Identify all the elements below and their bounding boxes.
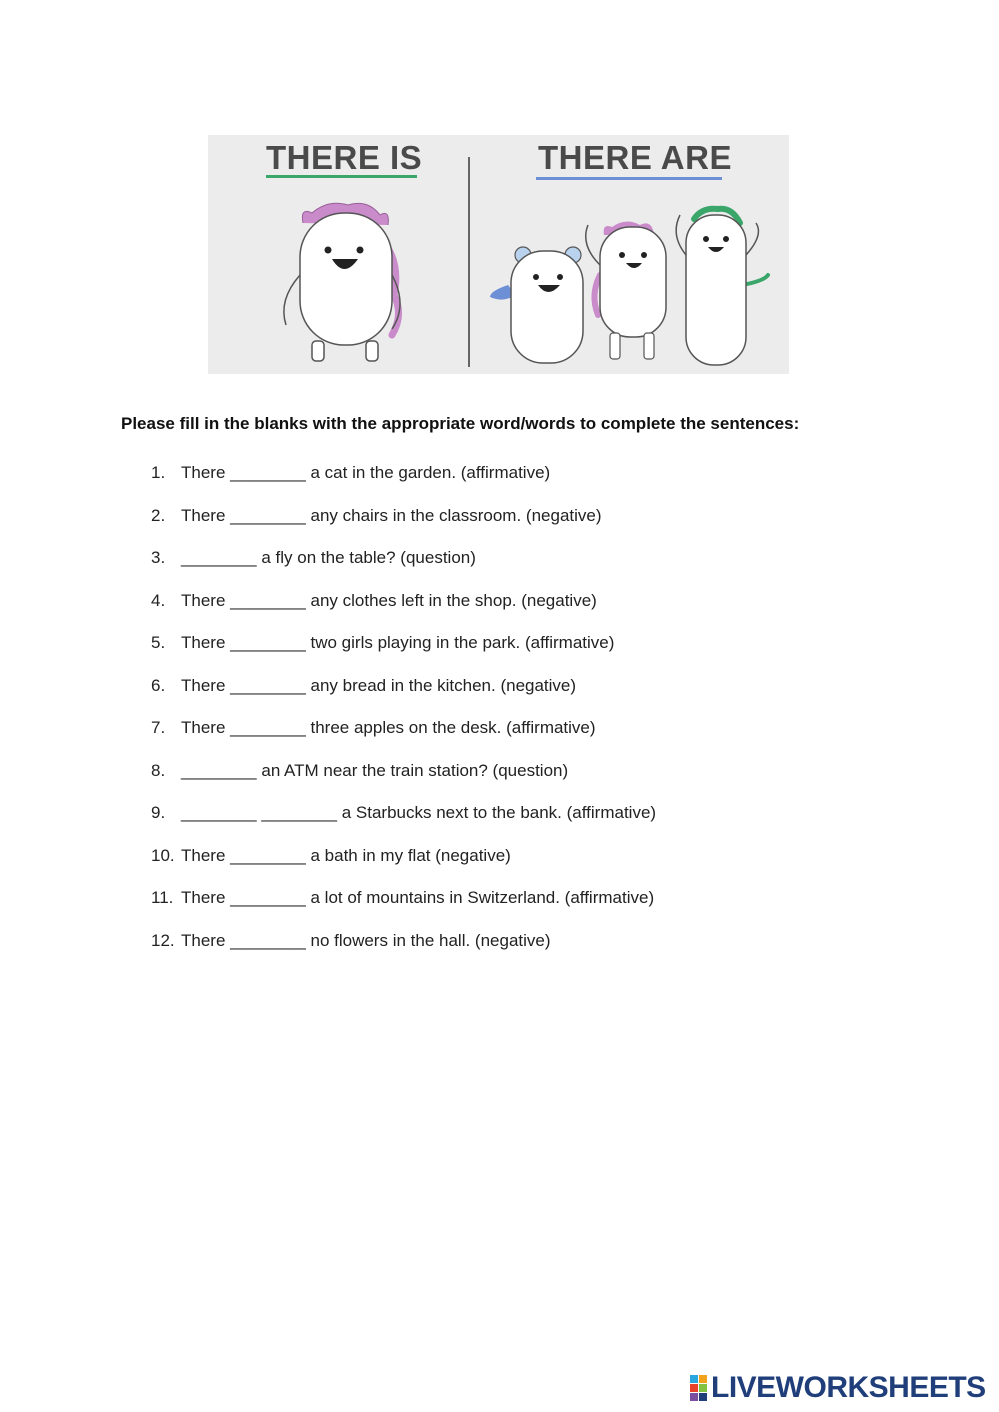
exercise-number: 9. xyxy=(151,803,166,822)
exercise-item[interactable] xyxy=(151,675,656,718)
exercise-text: There ________ any clothes left in the shop. (negative) xyxy=(181,590,597,610)
exercise-list xyxy=(151,462,656,972)
logo-square xyxy=(690,1393,698,1401)
exercise-text: There ________ any bread in the kitchen. (negative) xyxy=(181,675,577,695)
logo-square xyxy=(699,1393,707,1401)
exercise-number: 2. xyxy=(151,505,166,525)
exercise-item[interactable] xyxy=(151,590,656,633)
exercise-number: 4. xyxy=(151,590,166,610)
exercise-number: 8. xyxy=(151,760,166,780)
there-are-underline xyxy=(536,177,722,180)
exercise-number: 11. xyxy=(151,888,174,907)
exercise-text: There ________ no flowers in the hall. (negative) xyxy=(181,930,551,950)
exercise-item[interactable] xyxy=(151,802,656,845)
monster-pink-spikes xyxy=(586,221,666,359)
monster-blue-ears xyxy=(490,247,583,363)
exercise-number: 3. xyxy=(151,548,166,567)
there-is-label: THERE IS xyxy=(266,139,423,176)
exercise-text: There ________ two girls playing in the park. (affirmative) xyxy=(181,633,615,652)
logo-square xyxy=(699,1375,707,1383)
exercise-item[interactable] xyxy=(151,547,656,590)
logo-text: LIVEWORKSHEETS xyxy=(711,1371,986,1404)
exercise-text: ________ a fly on the table? (question) xyxy=(181,548,476,567)
exercise-text: There ________ any chairs in the classroom. (negative) xyxy=(181,505,602,525)
logo-grid-icon xyxy=(690,1375,707,1401)
exercise-number: 7. xyxy=(151,718,166,737)
single-monster xyxy=(284,203,400,361)
exercise-item[interactable] xyxy=(151,760,656,803)
instructions-heading: Please fill in the blanks with the appropriate word/words to complete the sentences: xyxy=(121,414,800,433)
exercise-text: ________ ________ a Starbucks next to the bank. (affirmative) xyxy=(181,803,657,822)
exercise-number: 10. xyxy=(151,845,175,865)
exercise-item[interactable] xyxy=(151,845,656,888)
exercise-text: There ________ a bath in my flat (negative) xyxy=(181,845,511,865)
logo-square xyxy=(699,1384,707,1392)
exercise-number: 6. xyxy=(151,675,166,695)
logo-square xyxy=(690,1384,698,1392)
exercise-item[interactable] xyxy=(151,505,656,548)
exercise-number: 5. xyxy=(151,633,166,652)
exercise-item[interactable] xyxy=(151,462,656,505)
monster-green-crest xyxy=(676,209,768,365)
exercise-number: 12. xyxy=(151,930,175,950)
exercise-item[interactable] xyxy=(151,717,656,760)
exercise-item[interactable] xyxy=(151,887,656,930)
exercise-item[interactable] xyxy=(151,632,656,675)
exercise-item[interactable] xyxy=(151,930,656,973)
exercise-text: There ________ a cat in the garden. (affirmative) xyxy=(181,463,551,482)
there-are-label: THERE ARE xyxy=(538,139,732,176)
exercise-text: There ________ a lot of mountains in Switzerland. (affirmative) xyxy=(181,888,655,907)
divider-line xyxy=(468,157,470,367)
exercise-number: 1. xyxy=(151,463,166,482)
exercise-text: ________ an ATM near the train station? (question) xyxy=(181,760,569,780)
there-is-there-are-illustration xyxy=(208,135,789,374)
exercise-text: There ________ three apples on the desk. (affirmative) xyxy=(181,718,596,737)
liveworksheets-logo[interactable] xyxy=(690,1372,986,1404)
logo-square xyxy=(690,1375,698,1383)
